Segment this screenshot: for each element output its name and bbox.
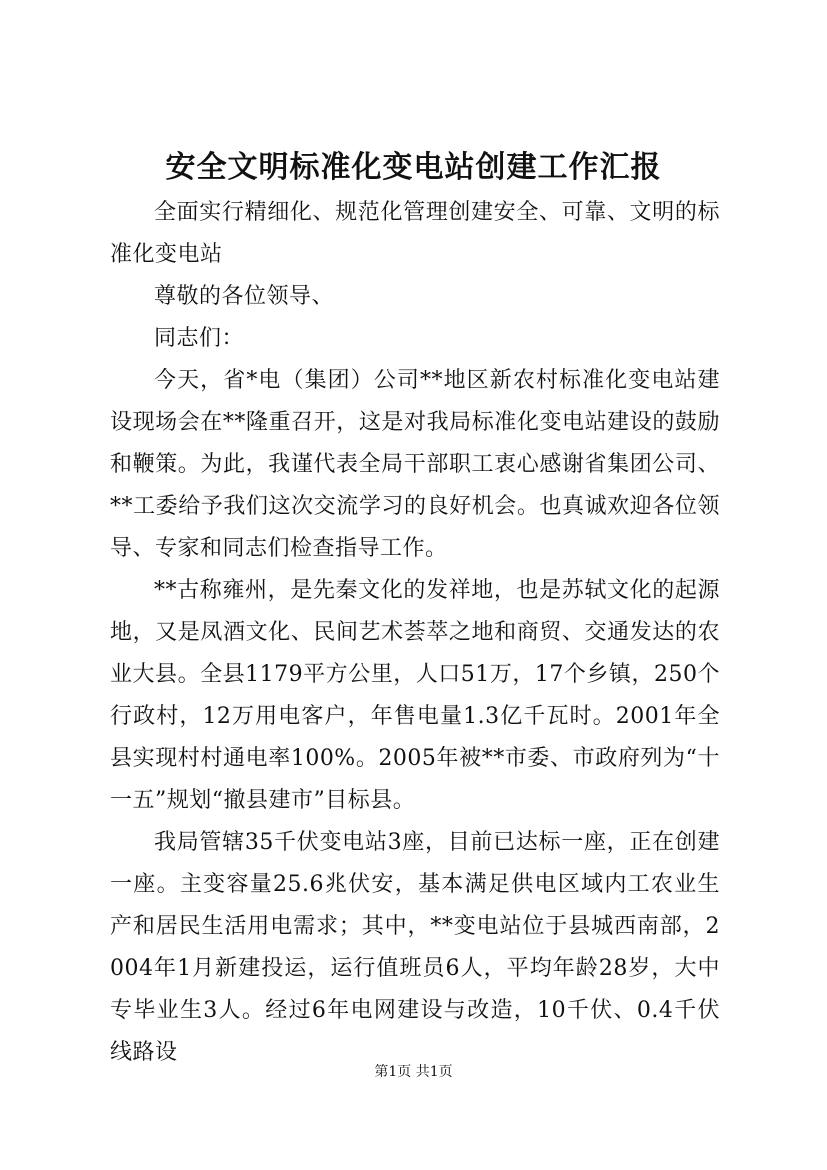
paragraph-salutation-2: 同志们：	[154, 326, 245, 351]
document-title: 安全文明标准化变电站创建工作汇报	[165, 150, 662, 185]
paragraph-salutation-1: 尊敬的各位领导、	[154, 284, 335, 309]
paragraph-opening: 今天，省*电（集团）公司**地区新农村标准化变电站建设现场会在**隆重召开，这是对我局标准化变电站建设的鼓励和鞭策。为此，我谨代表全局干部职工衷心感谢省集团公司、**工委给予我们这次交流学习的良好机会。也真诚欢迎各位领导、专家和同志们检查指导工作。	[110, 368, 720, 561]
paragraph-subtitle: 全面实行精细化、规范化管理创建安全、可靠、文明的标准化变电站	[110, 200, 720, 267]
paragraph-county-profile: **古称雍州，是先秦文化的发祥地，也是苏轼文化的起源地，又是凤酒文化、民间艺术荟萃之地和商贸、交通发达的农业大县。全县1179平方公里，人口51万，17个乡镇，250个行政村，12万用电客户，年售电量1.3亿千瓦时。2001年全县实现村村通电率100%。2005年被**市委、市政府列为“十一五”规划“撤县建市”目标县。	[110, 578, 720, 813]
page-footer: 第1页 共1页	[374, 1064, 453, 1080]
paragraph-substations: 我局管辖35千伏变电站3座，目前已达标一座，正在创建一座。主变容量25.6兆伏安，基本满足供电区域内工农业生产和居民生活用电需求；其中，**变电站位于县城西南部，2004年1月新建投运，运行值班员6人，平均年龄28岁，大中专毕业生3人。经过6年电网建设与改造，10千伏、0.4千伏线路设	[110, 830, 720, 1065]
document-body	[110, 192, 720, 1074]
